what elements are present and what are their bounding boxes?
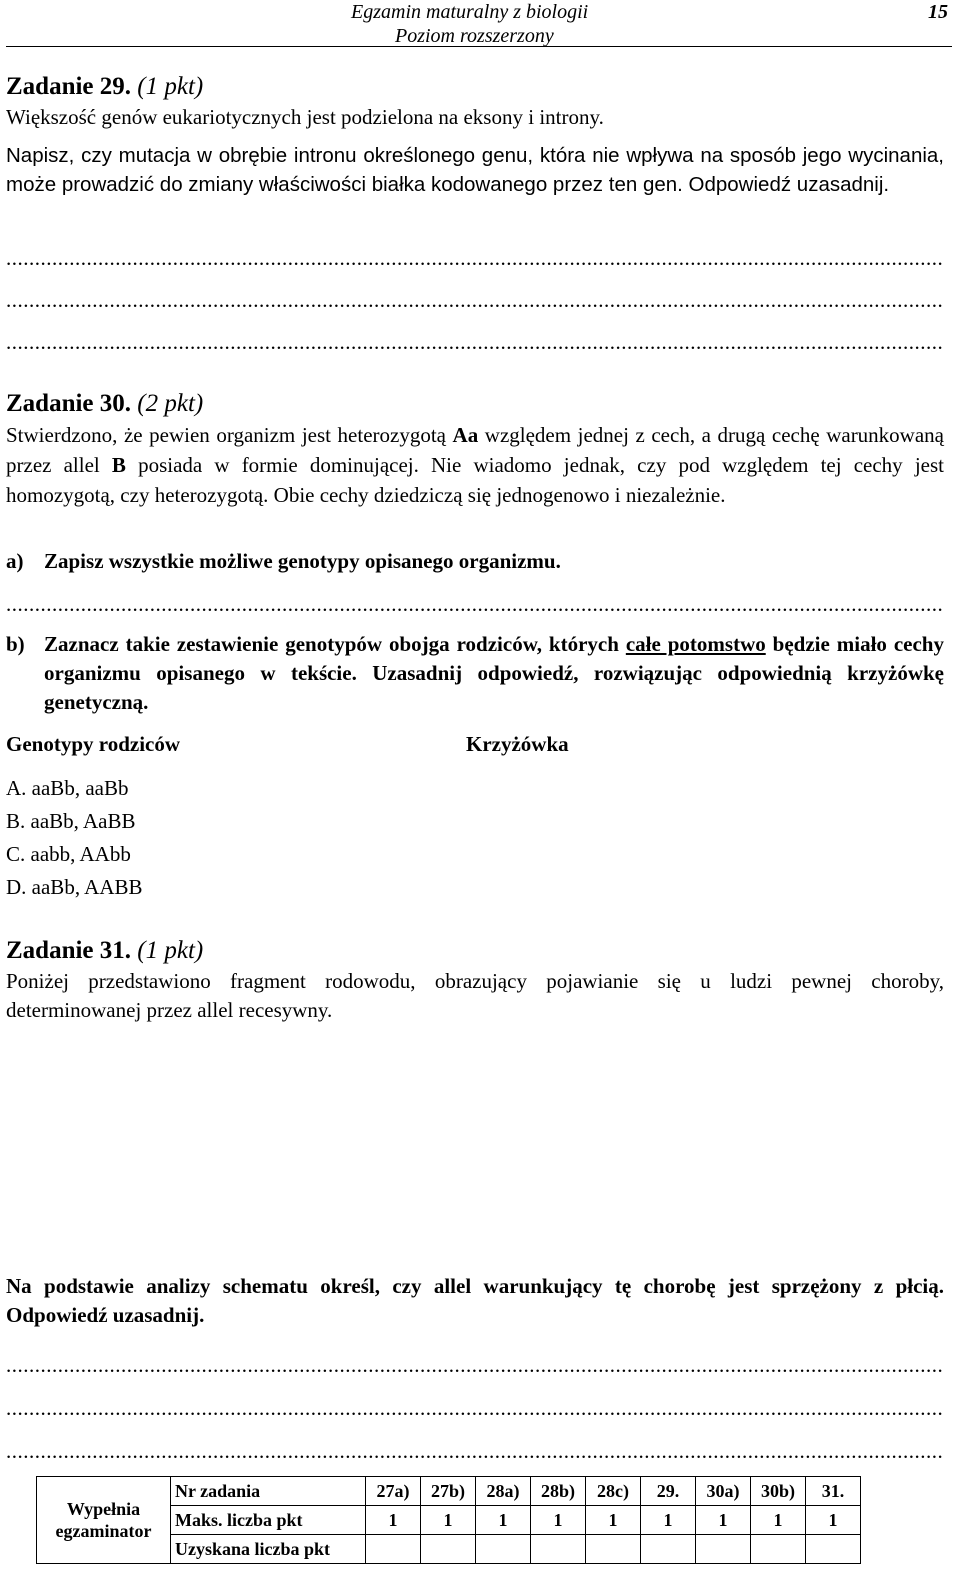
task31-title (6, 936, 203, 966)
answer-line-30a[interactable] (6, 594, 944, 614)
obtained-cell[interactable] (641, 1535, 696, 1564)
task-cell: 28c) (586, 1477, 641, 1506)
obtained-cell[interactable] (476, 1535, 531, 1564)
max-cell: 1 (421, 1506, 476, 1535)
task30b-text (44, 630, 944, 717)
task-cell: 31. (806, 1477, 861, 1506)
fill-by-examiner: Wypełnia egzaminator (37, 1477, 171, 1564)
page-header (0, 0, 960, 48)
task-cell: 29. (641, 1477, 696, 1506)
answer-line-31-2[interactable] (6, 1398, 944, 1418)
task31-question: Na podstawie analizy schematu określ, czy allel warunkujący tę chorobę jest sprzężony z płcią. Odpowiedź uzasadnij. (6, 1274, 944, 1327)
task29-number: Zadanie 29. (6, 73, 132, 100)
max-cell: 1 (696, 1506, 751, 1535)
task30-intro-text-1: Stwierdzono, że pewien organizm jest heterozygotą (6, 423, 453, 447)
option-b[interactable]: B. aaBb, AaBB (6, 809, 136, 833)
answer-line-29-1[interactable] (6, 248, 944, 268)
row-label-obtained: Uzyskana liczba pkt (171, 1535, 366, 1564)
task29-points: (1 pkt) (137, 73, 204, 100)
max-cell: 1 (476, 1506, 531, 1535)
exam-level: Poziom rozszerzony (395, 25, 554, 47)
obtained-cell[interactable] (421, 1535, 476, 1564)
task30a-label: a) (6, 549, 24, 573)
cross-heading: Krzyżówka (466, 732, 569, 756)
max-cell: 1 (751, 1506, 806, 1535)
task29-question: Napisz, czy mutacja w obrębie intronu określonego genu, która nie wpływa na sposób jego wycinania, może prowadzić do zmiany właściwości białka kodowanego przez ten gen. Odpowiedź uzasadnij. (6, 144, 944, 196)
task31-points: (1 pkt) (137, 937, 204, 964)
obtained-cell[interactable] (531, 1535, 586, 1564)
task31-intro: Poniżej przedstawiono fragment rodowodu, obrazujący pojawianie się u ludzi pewnej choroby, determinowanej przez allel recesywny. (6, 969, 944, 1022)
task30b-underlined: całe potomstwo (625, 632, 766, 656)
task-cell: 28b) (531, 1477, 586, 1506)
answer-line-31-1[interactable] (6, 1355, 944, 1375)
answer-line-29-3[interactable] (6, 332, 944, 352)
row-label-max: Maks. liczba pkt (171, 1506, 366, 1535)
max-cell: 1 (586, 1506, 641, 1535)
genotypes-heading: Genotypy rodziców (6, 732, 181, 756)
option-a[interactable]: A. aaBb, aaBb (6, 776, 129, 800)
task30a-text: Zapisz wszystkie możliwe genotypy opisanego organizmu. (44, 549, 561, 573)
row-label-task: Nr zadania (171, 1477, 366, 1506)
obtained-cell[interactable] (751, 1535, 806, 1564)
task30-title (6, 389, 203, 419)
task-cell: 27b) (421, 1477, 476, 1506)
option-c[interactable]: C. aabb, AAbb (6, 842, 131, 866)
task29-title (6, 72, 203, 102)
obtained-cell[interactable] (696, 1535, 751, 1564)
task30-intro-b: B (111, 453, 126, 477)
option-d[interactable]: D. aaBb, AABB (6, 875, 143, 899)
page-number: 15 (928, 1, 948, 23)
max-cell: 1 (366, 1506, 421, 1535)
header-rule (6, 46, 952, 47)
obtained-cell[interactable] (586, 1535, 641, 1564)
answer-line-29-2[interactable] (6, 290, 944, 310)
score-row-tasks (37, 1477, 861, 1506)
task30-intro-text-2: względem jednej z cech, a drugą cechę warunkowaną przez allel (6, 423, 944, 477)
task30b-label: b) (6, 632, 25, 656)
task30b-text-2: będzie miało cechy organizmu opisanego w tekście. Uzasadnij odpowiedź, rozwiązując odpowiednią krzyżówkę genetyczną. (44, 632, 944, 714)
task30-points: (2 pkt) (137, 390, 204, 417)
task30-intro-text-3: posiada w formie dominującej. Nie wiadomo jednak, czy pod względem tej cechy jest homozygotą, czy heterozygotą. Obie cechy dziedziczą się jednogenowo i niezależnie. (6, 453, 944, 507)
task31-number: Zadanie 31. (6, 937, 132, 964)
task29-intro: Większość genów eukariotycznych jest podzielona na eksony i introny. (6, 105, 604, 129)
task-cell: 28a) (476, 1477, 531, 1506)
task-cell: 30a) (696, 1477, 751, 1506)
task30-intro (6, 420, 944, 510)
obtained-cell[interactable] (366, 1535, 421, 1564)
answer-line-31-3[interactable] (6, 1441, 944, 1461)
task30-number: Zadanie 30. (6, 390, 132, 417)
max-cell: 1 (641, 1506, 696, 1535)
obtained-cell[interactable] (806, 1535, 861, 1564)
task-cell: 27a) (366, 1477, 421, 1506)
score-table (36, 1476, 861, 1564)
max-cell: 1 (806, 1506, 861, 1535)
max-cell: 1 (531, 1506, 586, 1535)
pedigree-area (6, 1030, 944, 1260)
task-cell: 30b) (751, 1477, 806, 1506)
task30-intro-aa: Aa (452, 423, 479, 447)
task30b-text-1: Zaznacz takie zestawienie genotypów obojga rodziców, których (44, 632, 626, 656)
option-list (6, 772, 143, 904)
exam-title: Egzamin maturalny z biologii (351, 1, 589, 23)
